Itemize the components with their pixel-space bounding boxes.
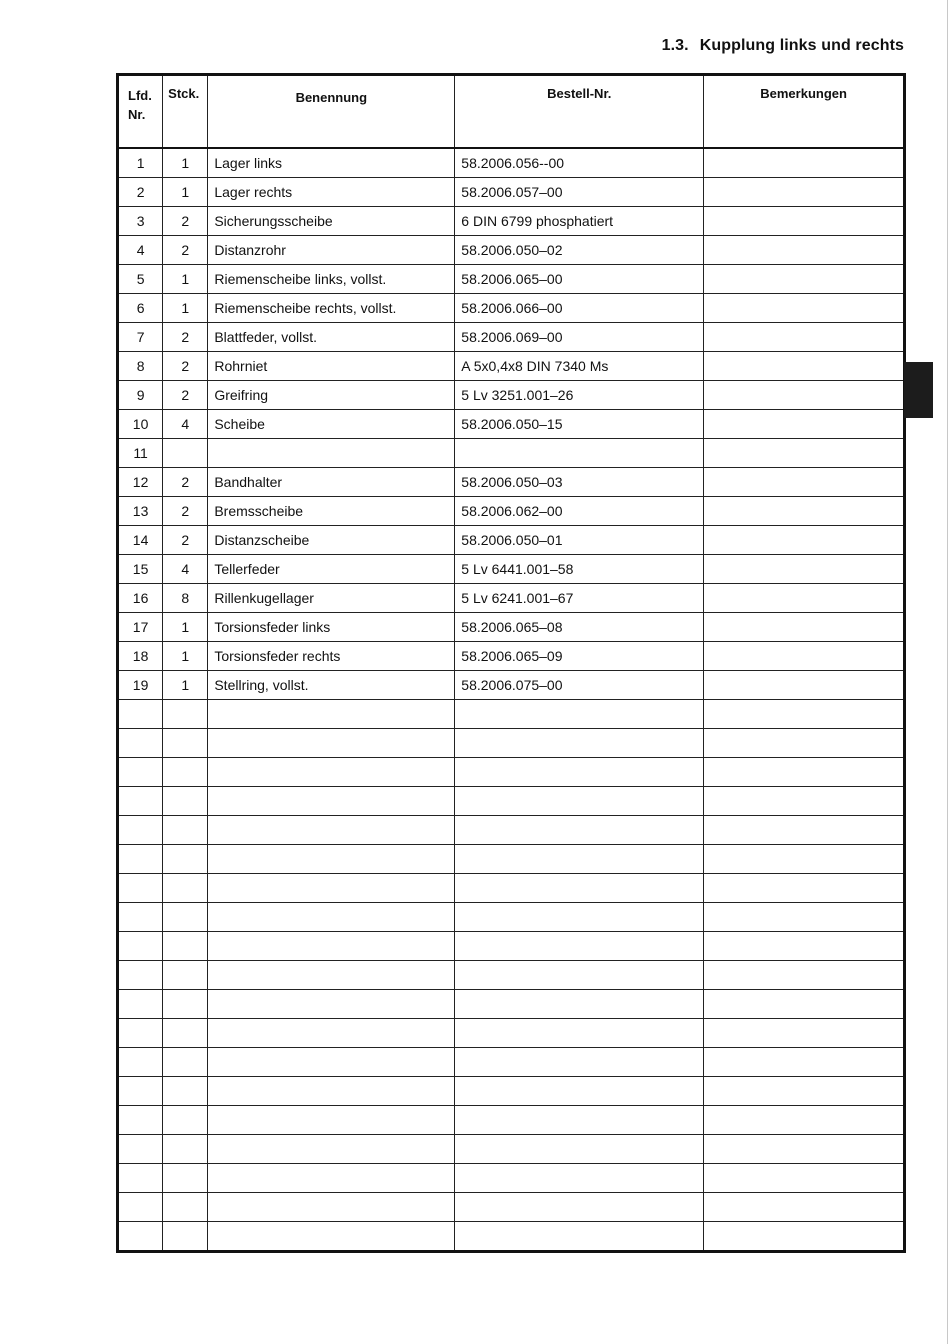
- cell-bestell-nr: [455, 729, 704, 758]
- cell-benennung: [208, 1048, 455, 1077]
- table-row: [118, 903, 905, 932]
- cell-stck: 8: [163, 584, 208, 613]
- table-header: [118, 75, 905, 149]
- cell-lfd-nr: [118, 816, 163, 845]
- cell-bemerkungen: [704, 323, 905, 352]
- table-row: [118, 381, 905, 410]
- column-header-bemerkungen: Bemerkungen: [704, 75, 905, 149]
- cell-bestell-nr: [455, 787, 704, 816]
- cell-stck: [163, 758, 208, 787]
- cell-bestell-nr: 5 Lv 6441.001–58: [455, 555, 704, 584]
- table-row: [118, 845, 905, 874]
- cell-lfd-nr: 3: [118, 207, 163, 236]
- cell-benennung: [208, 1193, 455, 1222]
- cell-benennung: [208, 1164, 455, 1193]
- cell-benennung: [208, 1135, 455, 1164]
- cell-bestell-nr: [455, 1135, 704, 1164]
- cell-bemerkungen: [704, 816, 905, 845]
- cell-lfd-nr: [118, 1106, 163, 1135]
- cell-lfd-nr: 12: [118, 468, 163, 497]
- cell-benennung: [208, 903, 455, 932]
- cell-lfd-nr: [118, 845, 163, 874]
- cell-lfd-nr: 19: [118, 671, 163, 700]
- cell-lfd-nr: [118, 1135, 163, 1164]
- table-row: [118, 526, 905, 555]
- table-row: [118, 148, 905, 178]
- cell-bestell-nr: 58.2006.050–03: [455, 468, 704, 497]
- table-row: [118, 265, 905, 294]
- cell-benennung: [208, 1077, 455, 1106]
- table-row: [118, 1106, 905, 1135]
- cell-benennung: Tellerfeder: [208, 555, 455, 584]
- cell-bestell-nr: 58.2006.050–01: [455, 526, 704, 555]
- cell-stck: [163, 1048, 208, 1077]
- cell-lfd-nr: [118, 1222, 163, 1252]
- table-row: [118, 787, 905, 816]
- cell-bestell-nr: 58.2006.050–15: [455, 410, 704, 439]
- cell-stck: [163, 1135, 208, 1164]
- column-header-lfd-line2: Nr.: [128, 107, 146, 122]
- cell-bestell-nr: 58.2006.057–00: [455, 178, 704, 207]
- cell-bestell-nr: 58.2006.065–09: [455, 642, 704, 671]
- cell-bestell-nr: 5 Lv 6241.001–67: [455, 584, 704, 613]
- cell-bemerkungen: [704, 700, 905, 729]
- cell-lfd-nr: [118, 903, 163, 932]
- page-edge-line: [947, 0, 948, 1344]
- cell-benennung: Bremsscheibe: [208, 497, 455, 526]
- cell-lfd-nr: [118, 990, 163, 1019]
- cell-stck: [163, 932, 208, 961]
- cell-bestell-nr: [455, 758, 704, 787]
- cell-bestell-nr: [455, 700, 704, 729]
- table-row: [118, 758, 905, 787]
- cell-benennung: Torsionsfeder rechts: [208, 642, 455, 671]
- cell-benennung: Torsionsfeder links: [208, 613, 455, 642]
- cell-benennung: [208, 845, 455, 874]
- table-row: [118, 468, 905, 497]
- cell-bestell-nr: [455, 1077, 704, 1106]
- cell-stck: [163, 990, 208, 1019]
- cell-lfd-nr: 10: [118, 410, 163, 439]
- cell-stck: 1: [163, 294, 208, 323]
- cell-bemerkungen: [704, 294, 905, 323]
- cell-bestell-nr: [455, 932, 704, 961]
- cell-bemerkungen: [704, 642, 905, 671]
- cell-benennung: Stellring, vollst.: [208, 671, 455, 700]
- table-row: [118, 671, 905, 700]
- cell-stck: 2: [163, 497, 208, 526]
- parts-list-table: [116, 73, 906, 1253]
- cell-stck: [163, 816, 208, 845]
- cell-bestell-nr: [455, 1193, 704, 1222]
- cell-lfd-nr: [118, 758, 163, 787]
- cell-lfd-nr: [118, 1048, 163, 1077]
- cell-benennung: [208, 961, 455, 990]
- cell-stck: [163, 787, 208, 816]
- table-row: [118, 294, 905, 323]
- cell-benennung: [208, 787, 455, 816]
- cell-benennung: [208, 758, 455, 787]
- cell-bemerkungen: [704, 1164, 905, 1193]
- cell-bemerkungen: [704, 1019, 905, 1048]
- cell-benennung: [208, 1106, 455, 1135]
- cell-lfd-nr: 2: [118, 178, 163, 207]
- cell-stck: 2: [163, 381, 208, 410]
- cell-lfd-nr: 7: [118, 323, 163, 352]
- cell-lfd-nr: 14: [118, 526, 163, 555]
- cell-bemerkungen: [704, 207, 905, 236]
- cell-stck: [163, 961, 208, 990]
- cell-benennung: [208, 932, 455, 961]
- table-row: [118, 555, 905, 584]
- cell-bemerkungen: [704, 1222, 905, 1252]
- cell-stck: [163, 903, 208, 932]
- cell-stck: [163, 700, 208, 729]
- cell-bemerkungen: [704, 497, 905, 526]
- table-row: [118, 729, 905, 758]
- cell-stck: [163, 1164, 208, 1193]
- cell-lfd-nr: [118, 961, 163, 990]
- table-row: [118, 439, 905, 468]
- table-row: [118, 1077, 905, 1106]
- cell-bestell-nr: [455, 1106, 704, 1135]
- cell-stck: 1: [163, 178, 208, 207]
- cell-lfd-nr: 15: [118, 555, 163, 584]
- table-row: [118, 990, 905, 1019]
- cell-bemerkungen: [704, 178, 905, 207]
- cell-benennung: [208, 1222, 455, 1252]
- cell-benennung: [208, 874, 455, 903]
- cell-stck: 2: [163, 352, 208, 381]
- cell-bestell-nr: 58.2006.065–08: [455, 613, 704, 642]
- table-row: [118, 497, 905, 526]
- cell-stck: [163, 874, 208, 903]
- cell-lfd-nr: 6: [118, 294, 163, 323]
- cell-benennung: Bandhalter: [208, 468, 455, 497]
- cell-benennung: Distanzscheibe: [208, 526, 455, 555]
- table-row: [118, 1048, 905, 1077]
- cell-bemerkungen: [704, 961, 905, 990]
- cell-bemerkungen: [704, 990, 905, 1019]
- cell-stck: [163, 439, 208, 468]
- cell-bemerkungen: [704, 845, 905, 874]
- cell-bemerkungen: [704, 787, 905, 816]
- cell-bestell-nr: 58.2006.050–02: [455, 236, 704, 265]
- cell-lfd-nr: 13: [118, 497, 163, 526]
- table-row: [118, 642, 905, 671]
- cell-bestell-nr: 58.2006.062–00: [455, 497, 704, 526]
- cell-stck: [163, 1019, 208, 1048]
- cell-stck: [163, 1077, 208, 1106]
- cell-benennung: [208, 700, 455, 729]
- cell-lfd-nr: [118, 1164, 163, 1193]
- cell-benennung: Blattfeder, vollst.: [208, 323, 455, 352]
- cell-bemerkungen: [704, 555, 905, 584]
- cell-benennung: Rohrniet: [208, 352, 455, 381]
- table-row: [118, 1019, 905, 1048]
- cell-lfd-nr: [118, 1077, 163, 1106]
- column-header-benennung: Benennung: [208, 75, 455, 149]
- cell-benennung: [208, 439, 455, 468]
- table-row: [118, 700, 905, 729]
- cell-lfd-nr: [118, 787, 163, 816]
- cell-bemerkungen: [704, 1048, 905, 1077]
- cell-bestell-nr: [455, 1222, 704, 1252]
- cell-stck: 1: [163, 265, 208, 294]
- section-number: 1.3.: [661, 37, 689, 54]
- cell-bemerkungen: [704, 932, 905, 961]
- cell-bestell-nr: 58.2006.069–00: [455, 323, 704, 352]
- table-row: [118, 1222, 905, 1252]
- cell-stck: 2: [163, 236, 208, 265]
- cell-bemerkungen: [704, 468, 905, 497]
- column-header-lfd-line1: Lfd.: [128, 88, 152, 103]
- cell-bemerkungen: [704, 352, 905, 381]
- cell-lfd-nr: 8: [118, 352, 163, 381]
- column-header-stck: Stck.: [163, 75, 208, 149]
- cell-stck: 2: [163, 323, 208, 352]
- cell-bestell-nr: 58.2006.075–00: [455, 671, 704, 700]
- cell-stck: 4: [163, 410, 208, 439]
- cell-bestell-nr: 58.2006.066–00: [455, 294, 704, 323]
- table-row: [118, 584, 905, 613]
- cell-bemerkungen: [704, 613, 905, 642]
- cell-benennung: Sicherungsscheibe: [208, 207, 455, 236]
- cell-bestell-nr: [455, 961, 704, 990]
- cell-stck: 1: [163, 642, 208, 671]
- cell-benennung: Lager rechts: [208, 178, 455, 207]
- table-row: [118, 961, 905, 990]
- cell-lfd-nr: [118, 874, 163, 903]
- cell-stck: 1: [163, 148, 208, 178]
- cell-benennung: Riemenscheibe rechts, vollst.: [208, 294, 455, 323]
- cell-stck: [163, 1222, 208, 1252]
- cell-bestell-nr: [455, 1019, 704, 1048]
- cell-stck: 1: [163, 671, 208, 700]
- cell-benennung: Greifring: [208, 381, 455, 410]
- cell-bemerkungen: [704, 874, 905, 903]
- column-header-lfd-nr: [118, 75, 163, 149]
- cell-lfd-nr: [118, 729, 163, 758]
- cell-stck: [163, 1193, 208, 1222]
- cell-benennung: Riemenscheibe links, vollst.: [208, 265, 455, 294]
- cell-bestell-nr: [455, 845, 704, 874]
- cell-bemerkungen: [704, 1106, 905, 1135]
- cell-bestell-nr: 6 DIN 6799 phosphatiert: [455, 207, 704, 236]
- cell-bestell-nr: [455, 903, 704, 932]
- cell-bestell-nr: [455, 874, 704, 903]
- cell-bemerkungen: [704, 671, 905, 700]
- cell-bestell-nr: [455, 1048, 704, 1077]
- cell-bestell-nr: [455, 439, 704, 468]
- cell-benennung: Lager links: [208, 148, 455, 178]
- cell-bemerkungen: [704, 265, 905, 294]
- cell-stck: [163, 845, 208, 874]
- cell-bemerkungen: [704, 526, 905, 555]
- table-row: [118, 207, 905, 236]
- cell-lfd-nr: [118, 932, 163, 961]
- cell-bemerkungen: [704, 236, 905, 265]
- cell-bestell-nr: [455, 1164, 704, 1193]
- cell-stck: 1: [163, 613, 208, 642]
- cell-benennung: [208, 990, 455, 1019]
- table-row: [118, 874, 905, 903]
- table-row: [118, 1164, 905, 1193]
- table-row: [118, 613, 905, 642]
- cell-benennung: [208, 816, 455, 845]
- cell-benennung: Scheibe: [208, 410, 455, 439]
- cell-bestell-nr: 58.2006.056--00: [455, 148, 704, 178]
- page-title: [662, 37, 904, 55]
- section-tab-marker: [904, 362, 933, 418]
- section-title: Kupplung links und rechts: [699, 37, 904, 54]
- cell-bestell-nr: [455, 816, 704, 845]
- table-row: [118, 1193, 905, 1222]
- cell-lfd-nr: [118, 1193, 163, 1222]
- table-row: [118, 236, 905, 265]
- table-row: [118, 323, 905, 352]
- table-row: [118, 352, 905, 381]
- cell-stck: 4: [163, 555, 208, 584]
- cell-stck: 2: [163, 468, 208, 497]
- cell-lfd-nr: [118, 1019, 163, 1048]
- cell-benennung: [208, 729, 455, 758]
- cell-benennung: Rillenkugellager: [208, 584, 455, 613]
- cell-bemerkungen: [704, 410, 905, 439]
- cell-benennung: [208, 1019, 455, 1048]
- cell-bemerkungen: [704, 1193, 905, 1222]
- cell-bestell-nr: 5 Lv 3251.001–26: [455, 381, 704, 410]
- cell-lfd-nr: 16: [118, 584, 163, 613]
- cell-lfd-nr: 17: [118, 613, 163, 642]
- cell-bemerkungen: [704, 903, 905, 932]
- cell-stck: 2: [163, 526, 208, 555]
- cell-bemerkungen: [704, 729, 905, 758]
- cell-bestell-nr: 58.2006.065–00: [455, 265, 704, 294]
- table-row: [118, 932, 905, 961]
- cell-bemerkungen: [704, 1077, 905, 1106]
- header-row: [118, 75, 905, 149]
- cell-stck: [163, 729, 208, 758]
- table-body: [118, 148, 905, 1252]
- table-row: [118, 1135, 905, 1164]
- cell-bestell-nr: [455, 990, 704, 1019]
- cell-benennung: Distanzrohr: [208, 236, 455, 265]
- cell-stck: 2: [163, 207, 208, 236]
- cell-lfd-nr: 5: [118, 265, 163, 294]
- table-row: [118, 410, 905, 439]
- column-header-bestell-nr: Bestell-Nr.: [455, 75, 704, 149]
- cell-lfd-nr: 1: [118, 148, 163, 178]
- cell-bemerkungen: [704, 439, 905, 468]
- cell-stck: [163, 1106, 208, 1135]
- cell-bemerkungen: [704, 148, 905, 178]
- cell-bemerkungen: [704, 1135, 905, 1164]
- cell-bemerkungen: [704, 758, 905, 787]
- cell-lfd-nr: [118, 700, 163, 729]
- cell-lfd-nr: 4: [118, 236, 163, 265]
- table-row: [118, 816, 905, 845]
- table-row: [118, 178, 905, 207]
- cell-bemerkungen: [704, 584, 905, 613]
- cell-lfd-nr: 11: [118, 439, 163, 468]
- cell-bestell-nr: A 5x0,4x8 DIN 7340 Ms: [455, 352, 704, 381]
- cell-lfd-nr: 9: [118, 381, 163, 410]
- cell-lfd-nr: 18: [118, 642, 163, 671]
- cell-bemerkungen: [704, 381, 905, 410]
